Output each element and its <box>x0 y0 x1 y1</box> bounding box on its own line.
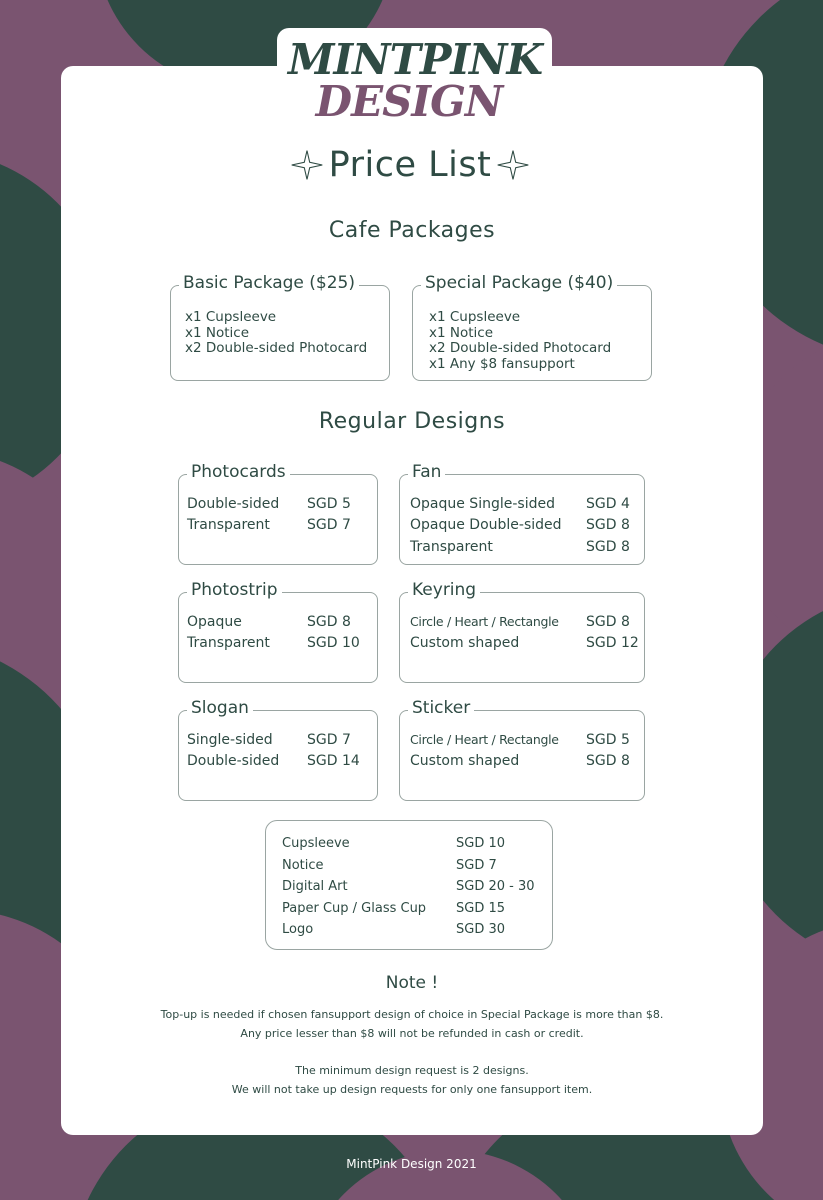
note-line: The minimum design request is 2 designs. <box>295 1064 529 1077</box>
price-row <box>410 536 630 558</box>
svg-text:DESIGN: DESIGN <box>315 77 503 124</box>
price-row <box>410 729 630 751</box>
item-price: SGD 8 <box>586 753 630 770</box>
item-price: SGD 20 - 30 <box>456 879 535 895</box>
price-row <box>187 611 360 633</box>
item-price: SGD 30 <box>456 922 506 938</box>
package-item: x2 Double-sided Photocard <box>185 340 368 356</box>
item-price: SGD 8 <box>586 538 630 555</box>
price-row <box>410 493 630 515</box>
item-price: SGD 7 <box>307 517 351 534</box>
category-name: Sticker <box>408 698 474 718</box>
other-items-box <box>265 820 553 950</box>
note-line: Any price lesser than $8 will not be refunded in cash or credit. <box>240 1027 584 1040</box>
item-name: Double-sided <box>187 495 280 512</box>
item-price: SGD 15 <box>456 900 506 916</box>
item-price: SGD 8 <box>307 613 351 630</box>
package-item: x1 Notice <box>429 324 493 341</box>
price-row <box>410 515 630 537</box>
package-card <box>170 273 390 381</box>
price-row <box>187 633 360 655</box>
price-row <box>187 751 360 773</box>
sparkle-icon <box>495 147 531 183</box>
category-name: Fan <box>408 462 445 482</box>
item-name: Opaque <box>187 613 242 630</box>
category-name: Photocards <box>187 462 290 482</box>
price-row <box>187 493 351 515</box>
note-heading: Note ! <box>385 973 439 993</box>
price-row <box>410 633 639 655</box>
package-item: x1 Any $8 fansupport <box>429 355 575 372</box>
item-name: Paper Cup / Glass Cup <box>282 900 427 916</box>
package-card <box>412 273 652 381</box>
price-row <box>282 898 535 920</box>
package-item: x1 Cupsleeve <box>429 309 521 325</box>
title-row <box>280 140 540 190</box>
price-row <box>282 833 535 855</box>
price-row <box>410 751 630 773</box>
svg-text:MINTPINK: MINTPINK <box>288 35 542 84</box>
category-name: Keyring <box>408 580 480 600</box>
category-slogan <box>178 698 378 801</box>
cafe-packages-heading: Cafe Packages <box>328 218 496 243</box>
category-name: Photostrip <box>187 580 282 600</box>
category-keyring <box>399 580 645 683</box>
item-name: Opaque Double-sided <box>410 517 562 534</box>
item-price: SGD 8 <box>586 517 630 534</box>
item-name: Circle / Heart / Rectangle <box>410 732 559 748</box>
package-name: Basic Package ($25) <box>179 273 359 293</box>
package-name: Special Package ($40) <box>421 273 617 293</box>
item-name: Transparent <box>187 517 270 534</box>
item-name: Custom shaped <box>410 635 520 652</box>
item-name: Single-sided <box>187 731 273 748</box>
item-name: Opaque Single-sided <box>410 495 555 512</box>
price-row <box>410 611 639 633</box>
item-price: SGD 7 <box>456 857 497 873</box>
category-fan <box>399 462 645 565</box>
regular-designs-heading: Regular Designs <box>318 409 506 434</box>
item-name: Logo <box>282 922 314 938</box>
item-name: Double-sided <box>187 753 280 770</box>
note-line: We will not take up design requests for only one fansupport item. <box>231 1083 593 1096</box>
item-price: SGD 5 <box>307 495 351 512</box>
package-item: x2 Double-sided Photocard <box>429 340 612 356</box>
item-price: SGD 8 <box>586 613 630 630</box>
package-item: x1 Notice <box>185 324 249 341</box>
category-photostrip <box>178 580 378 683</box>
category-name: Slogan <box>187 698 253 718</box>
note-line: Top-up is needed if chosen fansupport design of choice in Special Package is more than $8. <box>160 1008 664 1021</box>
item-price: SGD 14 <box>307 753 360 770</box>
page-title: Price List <box>328 145 492 185</box>
price-row <box>187 729 360 751</box>
item-name: Custom shaped <box>410 753 520 770</box>
item-name: Circle / Heart / Rectangle <box>410 614 559 630</box>
category-sticker <box>399 698 645 801</box>
item-name: Transparent <box>187 635 270 652</box>
item-name: Cupsleeve <box>282 836 350 852</box>
price-row <box>282 919 535 941</box>
item-price: SGD 12 <box>586 635 639 652</box>
sparkle-icon <box>289 147 325 183</box>
item-price: SGD 4 <box>586 495 630 512</box>
package-item: x1 Cupsleeve <box>185 309 277 325</box>
category-photocards <box>178 462 378 565</box>
item-name: Transparent <box>410 538 493 555</box>
item-price: SGD 7 <box>307 731 351 748</box>
item-price: SGD 5 <box>586 731 630 748</box>
price-row <box>282 876 535 898</box>
price-row <box>187 515 351 537</box>
item-name: Digital Art <box>282 879 348 895</box>
item-name: Notice <box>282 857 324 873</box>
price-row <box>282 855 535 877</box>
item-price: SGD 10 <box>307 635 360 652</box>
item-price: SGD 10 <box>456 836 506 852</box>
footer-credit: MintPink Design 2021 <box>346 1157 477 1171</box>
brand-logo <box>285 34 545 124</box>
